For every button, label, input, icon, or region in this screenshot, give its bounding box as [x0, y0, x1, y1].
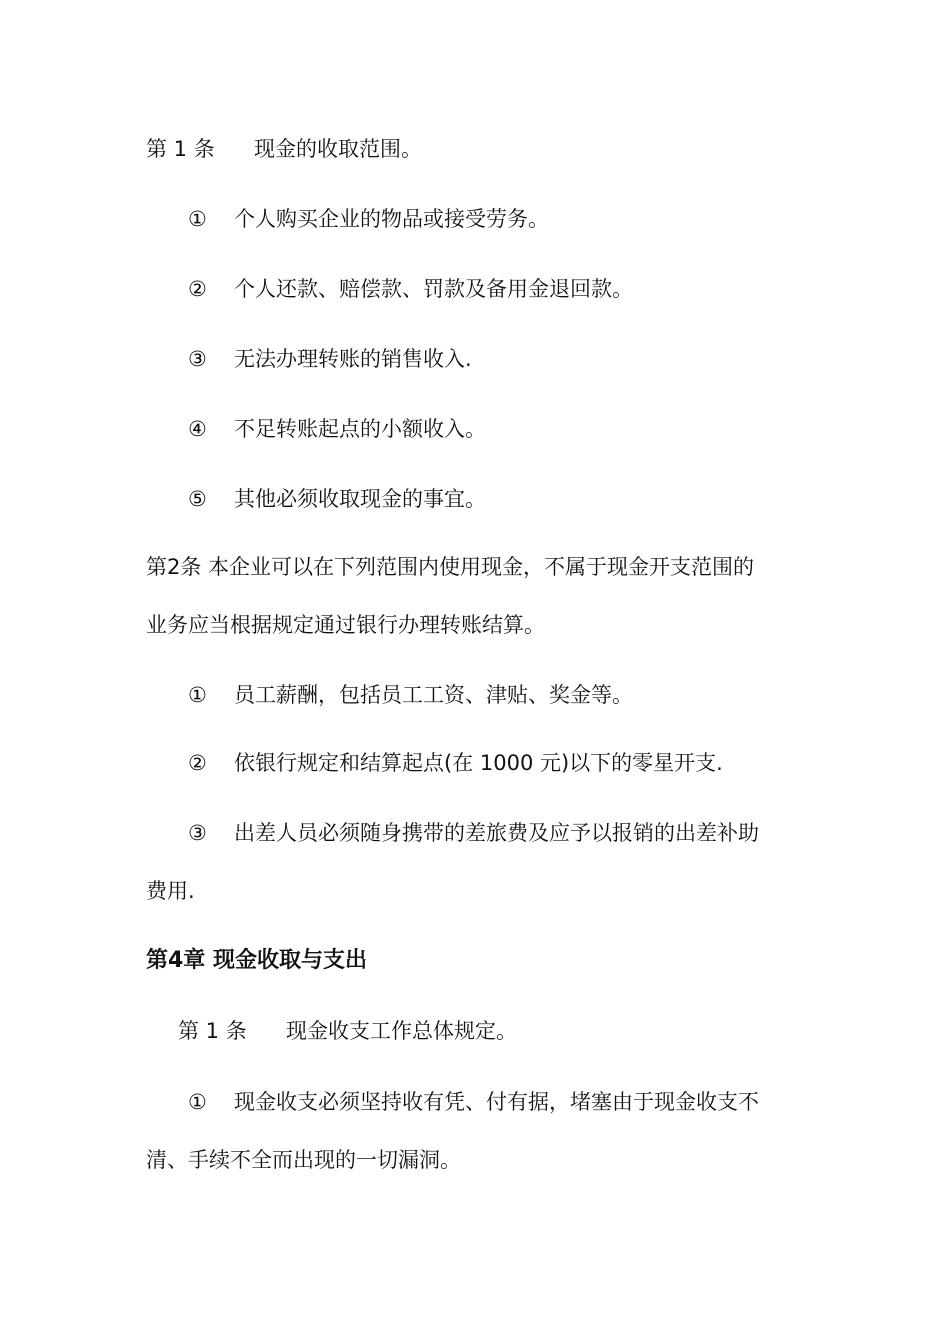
article-text: 现金的收取范围。 [254, 137, 422, 161]
item-continuation: 清、手续不全而出现的一切漏洞。 [146, 1148, 461, 1172]
item-text: 无法办理转账的销售收入. [234, 347, 472, 371]
item-number: ① [188, 683, 207, 707]
article-label: 第 1 条 [146, 137, 215, 161]
list-item [188, 748, 723, 778]
list-item [188, 680, 633, 710]
item-text: 员工薪酬，包括员工工资、津贴、奖金等。 [234, 683, 633, 707]
item-number: ① [188, 207, 207, 231]
item-text: 个人还款、赔偿款、罚款及备用金退回款。 [234, 277, 633, 301]
chapter-heading: 第4章 现金收取与支出 [146, 948, 367, 973]
item-text: 不足转账起点的小额收入。 [234, 417, 486, 441]
list-item [188, 274, 633, 304]
item-text: 个人购买企业的物品或接受劳务。 [234, 207, 549, 231]
item-number: ③ [188, 821, 207, 845]
item-continuation: 费用. [146, 879, 195, 903]
item-number: ② [188, 277, 207, 301]
article-2-line-1: 第2条 本企业可以在下列范围内使用现金，不属于现金开支范围的 [146, 555, 755, 579]
item-text: 其他必须收取现金的事宜。 [234, 487, 486, 511]
article-1-title [146, 134, 422, 164]
item-number: ④ [188, 417, 207, 441]
list-item [188, 344, 472, 374]
item-text: 出差人员必须随身携带的差旅费及应予以报销的出差补助 [234, 821, 759, 845]
item-number: ① [188, 1090, 207, 1114]
article-2-line-2: 业务应当根据规定通过银行办理转账结算。 [146, 613, 545, 637]
item-text: 现金收支必须坚持收有凭、付有据，堵塞由于现金收支不 [234, 1090, 759, 1114]
article-label: 第 1 条 [178, 1019, 247, 1043]
article-text: 现金收支工作总体规定。 [286, 1019, 517, 1043]
list-item [188, 1087, 759, 1117]
chapter-4-article-1-title [178, 1016, 517, 1046]
item-number: ② [188, 751, 207, 775]
item-text: 依银行规定和结算起点(在 1000 元)以下的零星开支. [234, 751, 723, 775]
item-number: ⑤ [188, 487, 207, 511]
item-number: ③ [188, 347, 207, 371]
list-item [188, 818, 759, 848]
list-item [188, 484, 486, 514]
list-item [188, 414, 486, 444]
list-item [188, 204, 549, 234]
